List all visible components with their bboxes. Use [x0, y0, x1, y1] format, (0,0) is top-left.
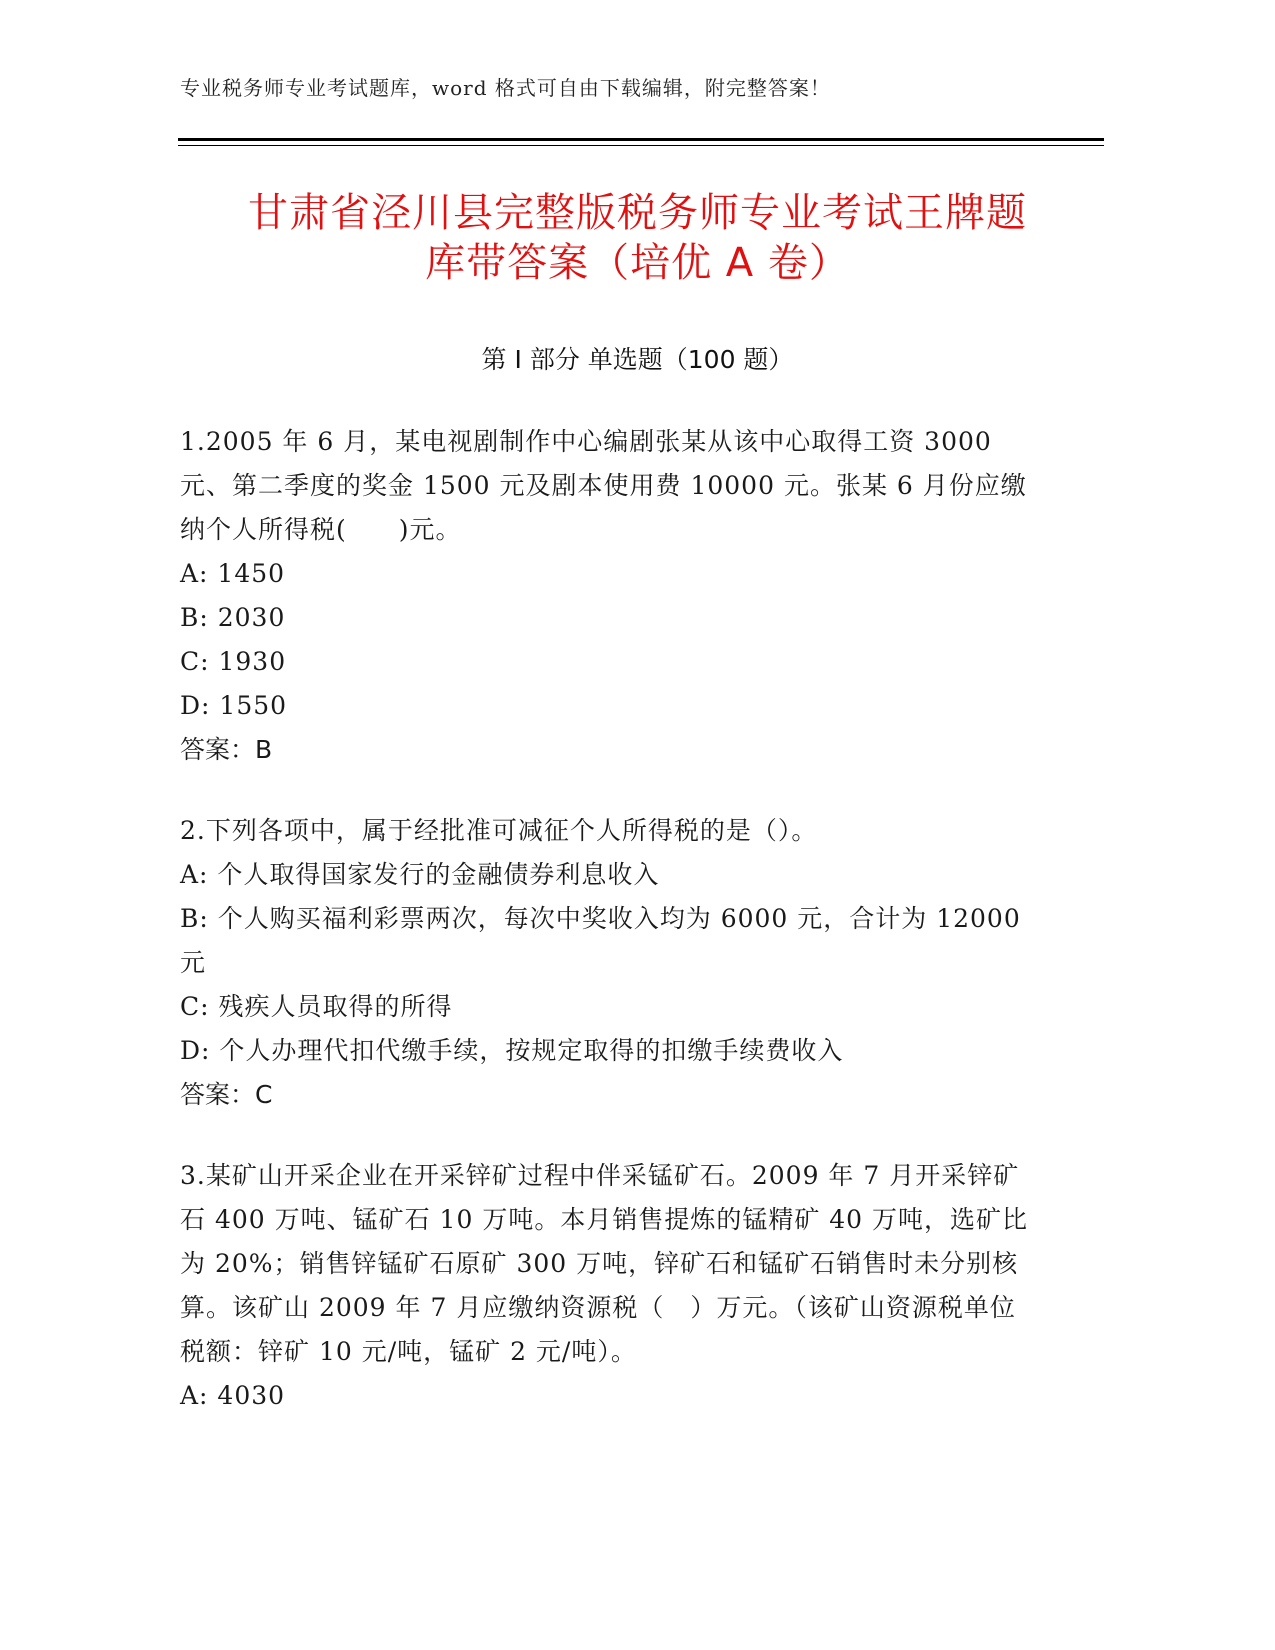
- document-title-line1: 甘肃省泾川县完整版税务师专业考试王牌题: [248, 190, 1027, 236]
- question-option-d: D: 个人办理代扣代缴手续，按规定取得的扣缴手续费收入: [180, 1036, 844, 1065]
- header-rule-thick: [178, 138, 1104, 141]
- header-rule-thin: [178, 145, 1104, 146]
- question-answer: 答案：C: [180, 1080, 273, 1109]
- question-answer: 答案：B: [180, 735, 273, 764]
- question-text: 1.2005 年 6 月，某电视剧制作中心编剧张某从该中心取得工资 3000 元、第二季度的奖金 1500 元及剧本使用费 10000 元。张某 6 月份应缴纳个人所得税( )元。: [180, 427, 1027, 544]
- question-option-a: A: 4030: [180, 1381, 286, 1410]
- header-note: 专业税务师专业考试题库，word 格式可自由下载编辑，附完整答案！: [180, 76, 831, 100]
- question-1: [180, 420, 1030, 772]
- document-title-line2: 库带答案（培优 A 卷）: [425, 240, 850, 286]
- question-option-a: A: 1450: [180, 559, 286, 588]
- question-option-b: B: 个人购买福利彩票两次，每次中奖收入均为 6000 元，合计为 12000 元: [180, 904, 1021, 977]
- document-title: [150, 188, 1125, 288]
- section-title: 第 I 部分 单选题（100 题）: [481, 345, 794, 374]
- question-text: 3.某矿山开采企业在开采锌矿过程中伴采锰矿石。2009 年 7 月开采锌矿石 400 万吨、锰矿石 10 万吨。本月销售提炼的锰精矿 40 万吨，选矿比为 20%；销售锌锰矿石原矿 300 万吨，锌矿石和锰矿石销售时未分别核算。该矿山 2009 年 7 月应缴纳资源税（ ）万元。（该矿山资源税单位税额：锌矿 10 元/吨，锰矿 2 元/吨）。: [180, 1161, 1029, 1366]
- question-option-c: C: 残疾人员取得的所得: [180, 992, 453, 1021]
- question-text: 2.下列各项中，属于经批准可减征个人所得税的是（）。: [180, 816, 818, 845]
- question-option-c: C: 1930: [180, 647, 287, 676]
- question-3: [180, 1154, 1030, 1418]
- question-option-b: B: 2030: [180, 603, 286, 632]
- question-list: [180, 420, 1030, 1455]
- question-option-a: A: 个人取得国家发行的金融债券利息收入: [180, 860, 660, 889]
- question-2: [180, 809, 1030, 1117]
- question-option-d: D: 1550: [180, 691, 288, 720]
